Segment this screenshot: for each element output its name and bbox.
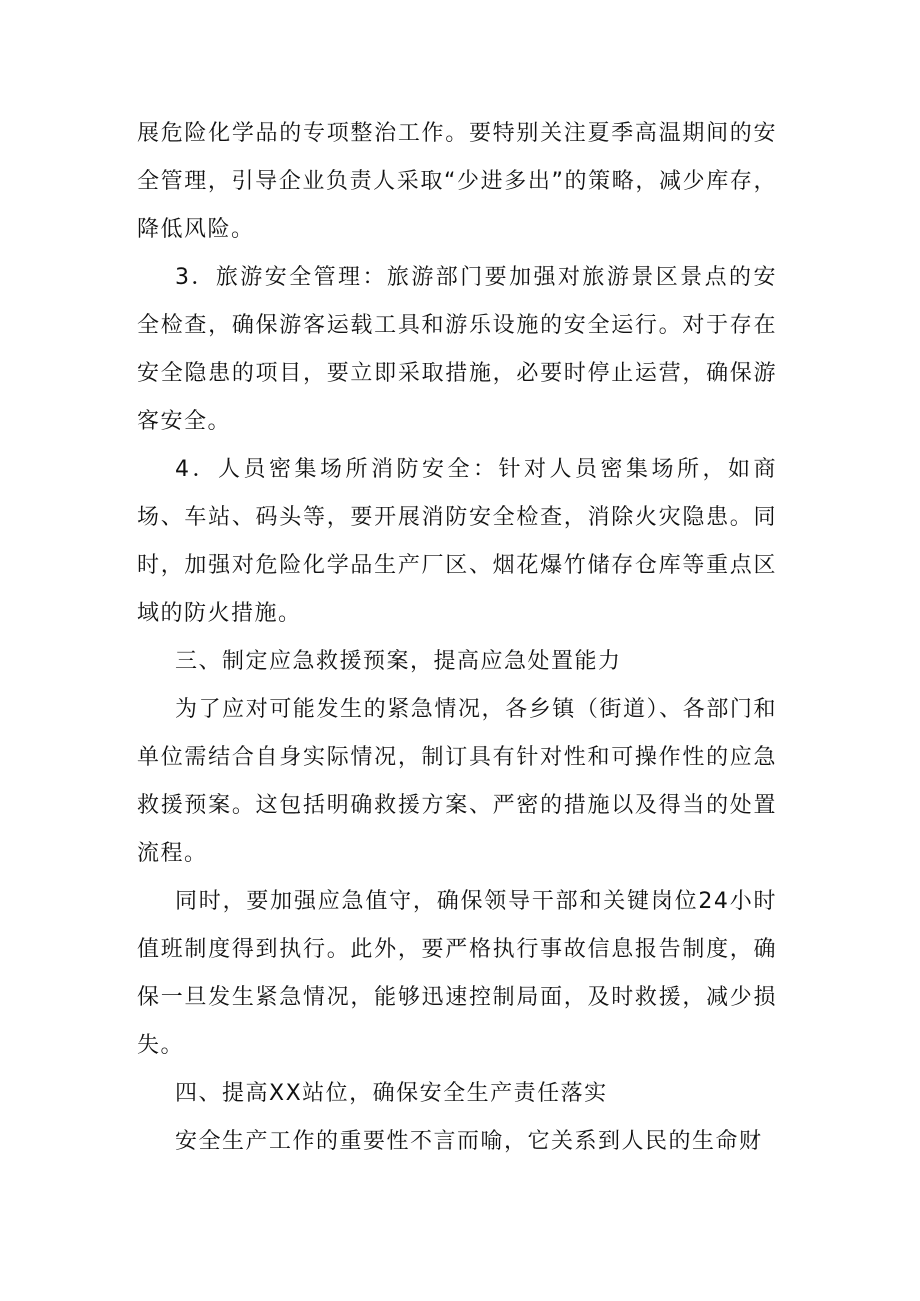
paragraph-emergency-plan: 为了应对可能发生的紧急情况，各乡镇（街道）、各部门和单位需结合自身实际情况，制订具有针对性和可操作性的应急救援预案。这包括明确救援方案、严密的措施以及得当的处置流程。 <box>137 697 777 866</box>
paragraph-emergency-duty: 同时，要加强应急值守，确保领导干部和关键岗位24小时值班制度得到执行。此外，要严格执行事故信息报告制度，确保一旦发生紧急情况，能够迅速控制局面，及时救援，减少损失。 <box>137 889 777 1058</box>
paragraph-continuation: 展危险化学品的专项整治工作。要特别关注夏季高温期间的安全管理，引导企业负责人采取“少进多出”的策略，减少库存，降低风险。 <box>137 121 778 242</box>
paragraph-tourism-safety: 3．旅游安全管理：旅游部门要加强对旅游景区景点的安全检查，确保游客运载工具和游乐设施的安全运行。对于存在安全隐患的项目，要立即采取措施，必要时停止运营，确保游客安全。 <box>137 265 777 434</box>
paragraph-fire-safety: 4．人员密集场所消防安全：针对人员密集场所，如商场、车站、码头等，要开展消防安全检查，消除火灾隐患。同时，加强对危险化学品生产厂区、烟花爆竹储存仓库等重点区域的防火措施。 <box>137 457 777 626</box>
document-body <box>137 110 777 1166</box>
section-heading-emergency-plan: 三、制定应急救援预案，提高应急处置能力 <box>175 649 622 674</box>
paragraph-safety-importance: 安全生产工作的重要性不言而喻，它关系到人民的生命财 <box>175 1129 763 1154</box>
section-heading-responsibility: 四、提高XX站位，确保安全生产责任落实 <box>175 1081 608 1106</box>
